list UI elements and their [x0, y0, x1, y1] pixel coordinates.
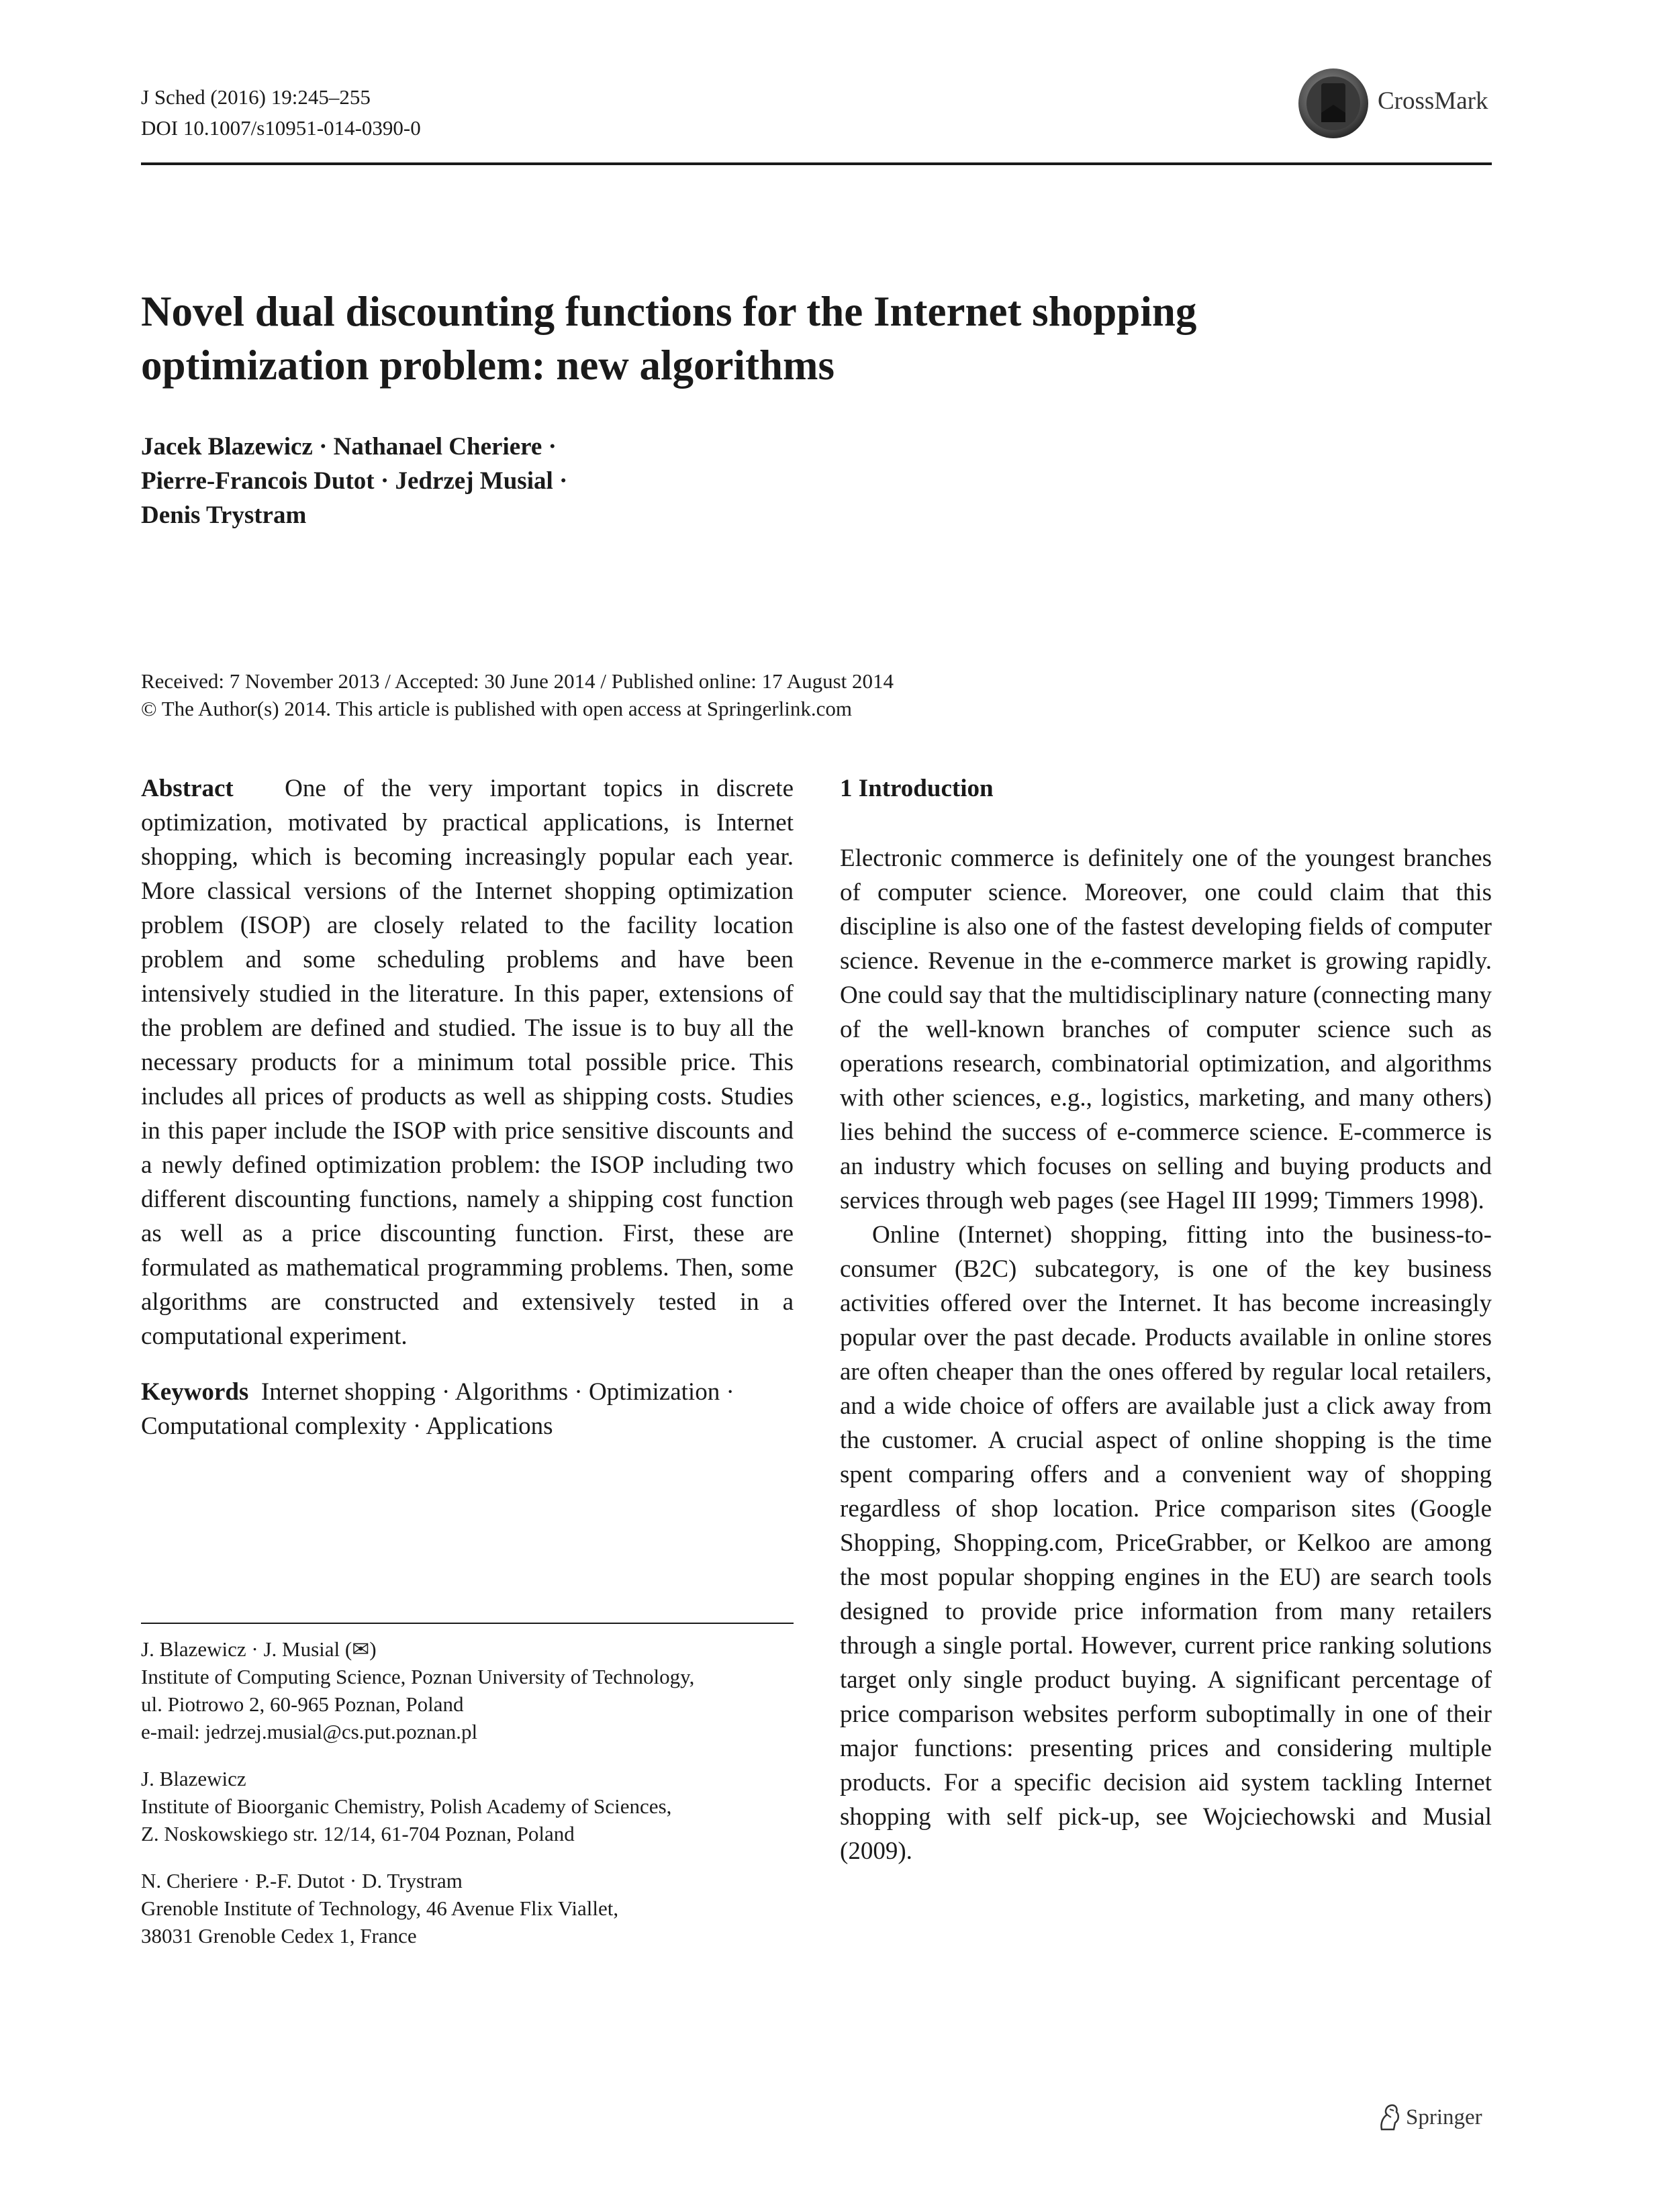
body-paragraph: Electronic commerce is definitely one of the youngest branches of computer science. Moreover, one could claim that this discipline is also one of the fastest developing fields of computer science. Revenue in the e-commerce market is growing rapidly. One could say that the multidisciplinary nature (connecting many of the well-known branches of computer science such as operations research, combinatorial optimization, and algorithms with other sciences, e.g., logistics, marketing, and many others) lies behind the success of e-commerce science. E-commerce is an industry which focuses on selling and buying products and services through web pages (see Hagel III 1999; Timmers 1998). — [840, 845, 1492, 1214]
keywords-label: Keywords — [141, 1378, 249, 1406]
received-line: Received: 7 November 2013 / Accepted: 30 June 2014 / Published online: 17 August 2014 — [141, 669, 894, 693]
author-line: Pierre-Francois Dutot · Jedrzej Musial · — [141, 467, 568, 495]
crossmark-badge[interactable] — [1296, 66, 1497, 140]
crossmark-icon — [1296, 66, 1371, 141]
title-line: optimization problem: new algorithms — [141, 342, 835, 389]
keywords-text: Internet shopping · Algorithms · Optimization · Computational complexity · Applications — [141, 1378, 734, 1440]
affiliation-line: Z. Noskowskiego str. 12/14, 61-704 Poznan, Poland — [141, 1822, 575, 1845]
doi: DOI 10.1007/s10951-014-0390-0 — [141, 116, 421, 140]
affiliation-line: 38031 Grenoble Cedex 1, France — [141, 1924, 417, 1947]
affiliations — [141, 1635, 794, 1969]
copyright-line: © The Author(s) 2014. This article is published with open access at Springerlink.com — [141, 697, 852, 720]
author-line: Denis Trystram — [141, 501, 307, 529]
title-line: Novel dual discounting functions for the Internet shopping — [141, 288, 1197, 335]
introduction-section — [840, 771, 1492, 1868]
journal-citation: J Sched (2016) 19:245–255 — [141, 85, 371, 109]
affiliation-names: J. Blazewicz — [141, 1767, 246, 1790]
affiliation-line: ul. Piotrowo 2, 60-965 Poznan, Poland — [141, 1692, 464, 1716]
affiliation-block — [141, 1765, 794, 1847]
email-link[interactable]: e-mail: jedrzej.musial@cs.put.poznan.pl — [141, 1720, 478, 1743]
keywords-paragraph — [141, 1375, 794, 1443]
publisher-name: Springer — [1406, 2105, 1482, 2129]
affiliation-block — [141, 1635, 794, 1745]
affiliation-names: J. Blazewicz · J. Musial (✉) — [141, 1637, 377, 1661]
affiliation-block — [141, 1867, 794, 1950]
crossmark-label: CrossMark — [1378, 87, 1488, 115]
abstract-section — [141, 771, 794, 1443]
section-heading: 1 Introduction — [840, 775, 994, 802]
affiliation-names: N. Cheriere · P.-F. Dutot · D. Trystram — [141, 1869, 463, 1892]
springer-logo — [1376, 2101, 1497, 2135]
abstract-label: Abstract — [141, 775, 234, 802]
body-paragraph: Online (Internet) shopping, fitting into the business-to-consumer (B2C) subcategory, is one of the key business activities offered over the Internet. It has become increasingly popular over the past decade. Products available in online stores are often cheaper than the ones offered by regular local retailers, and a wide choice of offers are available just a click away from the customer. A crucial aspect of online shopping is the time spent comparing offers and a convenient way of shopping regardless of shop location. Price comparison sites (Google Shopping, Shopping.com, PriceGrabber, or Kelkoo are among the most popular shopping engines in the EU) are search tools designed to provide price information from many retailers through a single portal. However, current price ranking solutions target only single product buying. A significant percentage of price comparison websites perform suboptimally in one of their major functions: presenting prices and considering multiple products. For a specific decision aid system tackling Internet shopping with self pick-up, see Wojciechowski and Musial (2009). — [840, 1221, 1492, 1865]
article-title — [141, 285, 1492, 392]
author-line: Jacek Blazewicz · Nathanael Cheriere · — [141, 433, 557, 461]
affiliation-line: Institute of Computing Science, Poznan University of Technology, — [141, 1665, 695, 1688]
header-rule — [141, 162, 1492, 165]
abstract-paragraph — [141, 771, 794, 1353]
author-list — [141, 430, 567, 532]
publication-dates — [141, 667, 894, 722]
abstract-text: One of the very important topics in discrete optimization, motivated by practical applications, is Internet shopping, which is becoming increasingly popular each year. More classical versions of the Internet shopping optimization problem (ISOP) are closely related to the facility location problem and some scheduling problems and have been intensively studied in the literature. In this paper, extensions of the problem are defined and studied. The issue is to buy all the necessary products for a minimum total possible price. This includes all prices of products as well as shipping costs. Studies in this paper include the ISOP with price sensitive discounts and a newly defined optimization problem: the ISOP including two different discounting functions, namely a shipping cost function as well as a price discounting function. First, these are formulated as mathematical programming problems. Then, some algorithms are constructed and extensively tested in a computational experiment. — [141, 775, 794, 1350]
springer-horse-icon — [1376, 2103, 1402, 2132]
affiliation-line: Institute of Bioorganic Chemistry, Polish Academy of Sciences, — [141, 1794, 672, 1818]
affiliation-line: Grenoble Institute of Technology, 46 Avenue Flix Viallet, — [141, 1896, 619, 1920]
footnote-rule — [141, 1623, 794, 1624]
